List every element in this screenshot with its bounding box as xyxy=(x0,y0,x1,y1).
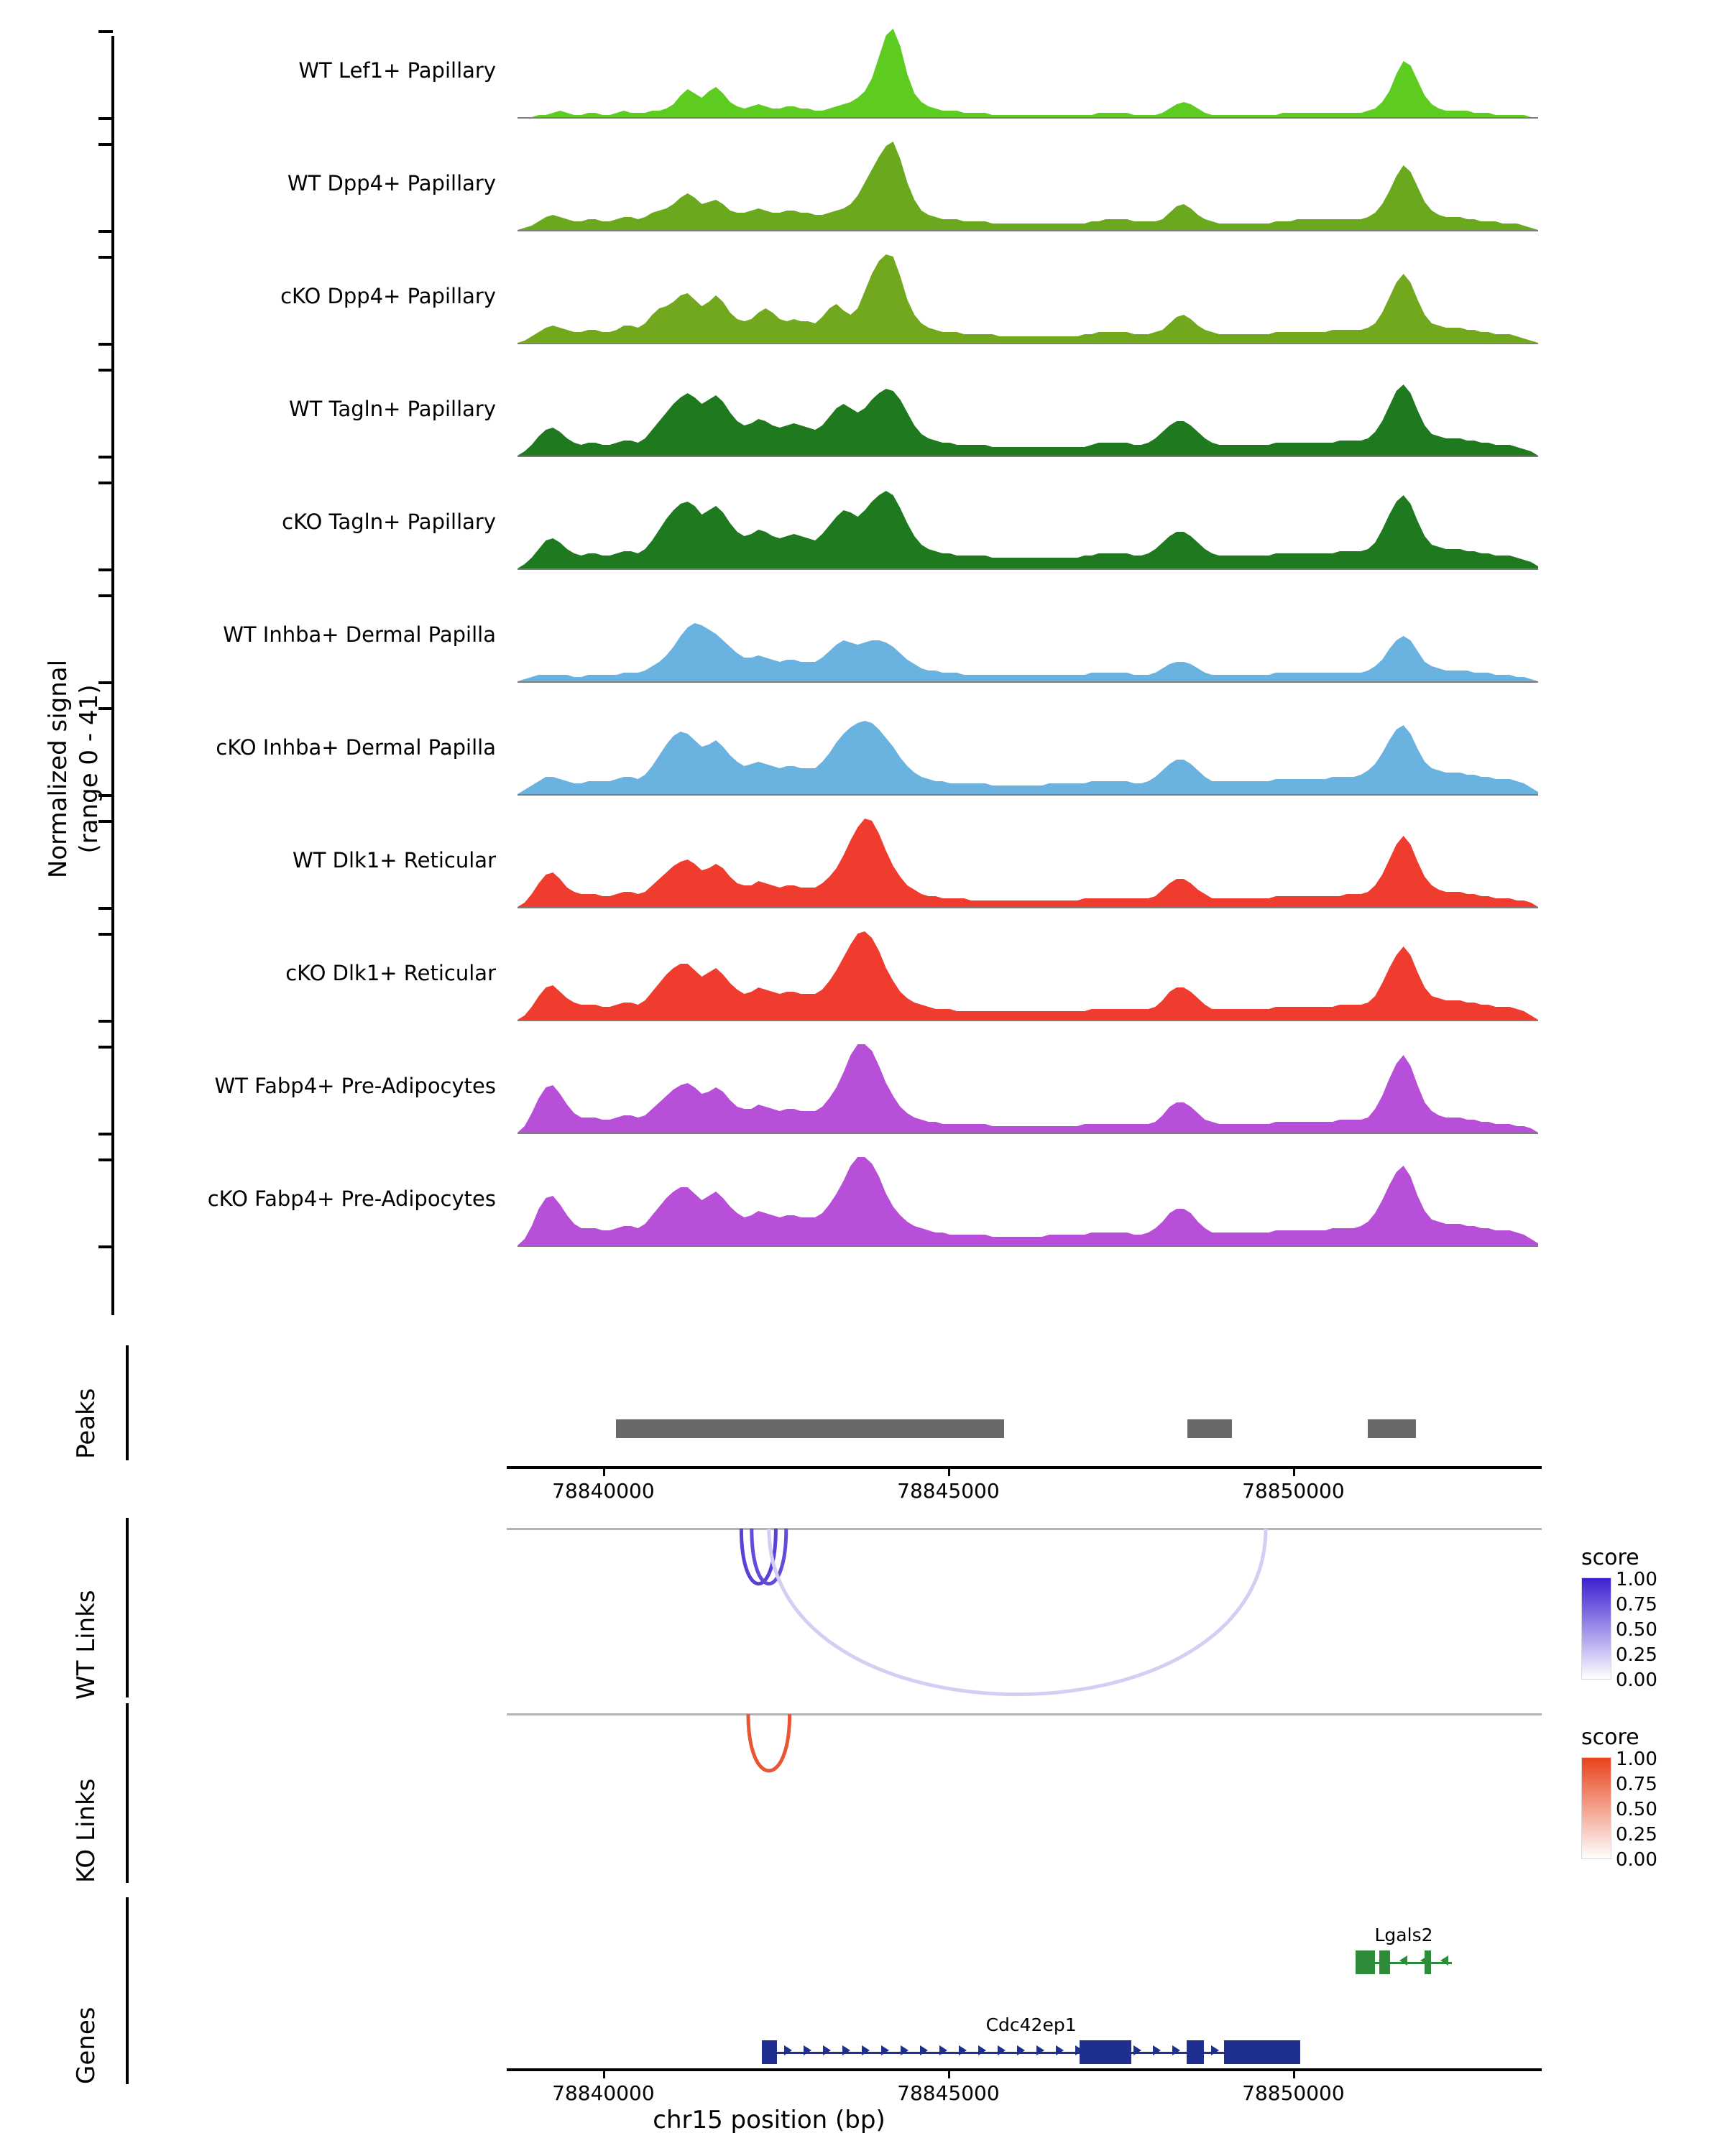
track-label: WT Inhba+ Dermal Papilla xyxy=(223,622,496,647)
track-baseline xyxy=(518,794,1538,796)
track-baseline xyxy=(518,1245,1538,1247)
x-axis-ticks-upper xyxy=(0,1466,1725,1509)
x-axis-tick xyxy=(1293,2068,1295,2078)
x-axis-ticks-lower xyxy=(0,2068,1725,2111)
legend-tick-label: 0.00 xyxy=(1616,1669,1657,1691)
peaks-section-label: Peaks xyxy=(72,1388,101,1459)
y-axis-tick xyxy=(98,1158,113,1161)
peak-block xyxy=(616,1419,1004,1438)
track-baseline xyxy=(518,681,1538,683)
x-axis-tick-label: 78850000 xyxy=(1242,1479,1345,1503)
gene-exon xyxy=(1187,2040,1204,2064)
x-axis-tick-label: 78845000 xyxy=(897,2081,1000,2105)
wt-links-axis-line xyxy=(126,1518,129,1697)
coverage-area xyxy=(518,142,1538,230)
ko-links-section-label: KO Links xyxy=(72,1778,101,1883)
x-axis-tick xyxy=(603,2068,605,2078)
peak-block xyxy=(1368,1419,1415,1438)
track-label: cKO Tagln+ Papillary xyxy=(282,509,496,534)
gene-exon xyxy=(1356,1950,1375,1974)
legend-tick-label: 0.25 xyxy=(1616,1644,1657,1666)
gene-strand-arrow-icon xyxy=(823,2045,831,2055)
gene-strand-arrow-icon xyxy=(1172,2045,1180,2055)
coverage-track xyxy=(518,1044,1538,1134)
legend-tick-label: 0.75 xyxy=(1616,1774,1657,1795)
x-axis-tick-label: 78840000 xyxy=(552,2081,655,2105)
track-baseline xyxy=(518,343,1538,344)
gene-strand-arrow-icon xyxy=(1056,2045,1064,2055)
gene-strand-arrow-icon xyxy=(939,2045,947,2055)
links-arcs xyxy=(507,1703,1542,1883)
coverage-axis-line xyxy=(111,36,114,1315)
ko-links-legend-gradient xyxy=(1581,1757,1611,1859)
y-axis-tick xyxy=(98,30,113,33)
x-axis-tick-label: 78840000 xyxy=(552,1479,655,1503)
wt-links-legend-title: score xyxy=(1581,1545,1639,1570)
coverage-area xyxy=(518,1157,1538,1245)
genes-section-label: Genes xyxy=(72,2007,101,2084)
wt-links-section-label: WT Links xyxy=(72,1590,101,1700)
coverage-track xyxy=(518,142,1538,231)
gene-strand-arrow-icon xyxy=(1440,1955,1448,1966)
gene-strand-arrow-icon xyxy=(1153,2045,1161,2055)
legend-tick-label: 0.25 xyxy=(1616,1824,1657,1846)
gene-strand-arrow-icon xyxy=(1133,2045,1141,2055)
y-axis-tick xyxy=(98,343,113,346)
coverage-area xyxy=(518,480,1538,568)
ko-links-panel xyxy=(507,1703,1542,1883)
x-axis-tick-label: 78850000 xyxy=(1242,2081,1345,2105)
x-axis-tick xyxy=(603,1466,605,1476)
coverage-track xyxy=(518,706,1538,796)
track-label: cKO Dpp4+ Papillary xyxy=(280,283,496,308)
x-axis-tick xyxy=(1293,1466,1295,1476)
coverage-area xyxy=(518,1044,1538,1133)
gene-strand-arrow-icon xyxy=(804,2045,811,2055)
gene-strand-arrow-icon xyxy=(901,2045,908,2055)
legend-tick-label: 1.00 xyxy=(1616,1569,1657,1590)
x-axis-tick xyxy=(948,1466,950,1476)
gene-strand-arrow-icon xyxy=(978,2045,986,2055)
track-baseline xyxy=(518,1133,1538,1134)
gene-strand-arrow-icon xyxy=(1399,1955,1407,1966)
gene-strand-arrow-icon xyxy=(959,2045,967,2055)
y-axis-tick xyxy=(98,369,113,372)
coverage-area xyxy=(518,29,1538,117)
gene-strand-arrow-icon xyxy=(998,2045,1006,2055)
y-axis-tick xyxy=(98,256,113,259)
gene-strand-arrow-icon xyxy=(862,2045,870,2055)
peak-block xyxy=(1187,1419,1232,1438)
peaks-panel xyxy=(518,1351,1538,1459)
wt-links-panel xyxy=(507,1518,1542,1697)
track-baseline xyxy=(518,1020,1538,1021)
gene-strand-arrow-icon xyxy=(881,2045,889,2055)
y-axis-title-line1: Normalized signal xyxy=(44,659,73,879)
gene-strand-arrow-icon xyxy=(920,2045,928,2055)
gene-strand-arrow-icon xyxy=(842,2045,850,2055)
track-label: WT Tagln+ Papillary xyxy=(288,396,496,421)
track-label: WT Dpp4+ Papillary xyxy=(287,170,496,195)
y-axis-title-line2: (range 0 - 41) xyxy=(74,684,104,854)
coverage-track xyxy=(518,819,1538,908)
legend-tick-label: 0.50 xyxy=(1616,1619,1657,1641)
gene-strand-arrow-icon xyxy=(1211,2045,1219,2055)
coverage-area xyxy=(518,254,1538,343)
coverage-area xyxy=(518,819,1538,907)
coverage-track xyxy=(518,29,1538,119)
y-axis-tick xyxy=(98,117,113,120)
ko-links-legend xyxy=(1581,1725,1718,1871)
link-arc xyxy=(748,1714,790,1771)
x-axis-tick xyxy=(948,2068,950,2078)
gene-exon xyxy=(1379,1950,1389,1974)
gene-strand-arrow-icon xyxy=(1036,2045,1044,2055)
gene-label: Lgals2 xyxy=(1374,1925,1433,1945)
link-arc xyxy=(769,1529,1266,1695)
gene-exon xyxy=(1425,1950,1432,1974)
gene-exon xyxy=(1224,2040,1300,2064)
coverage-track xyxy=(518,931,1538,1021)
y-axis-tick xyxy=(98,1245,113,1248)
coverage-area xyxy=(518,593,1538,681)
track-label: WT Lef1+ Papillary xyxy=(298,57,496,83)
track-label: cKO Inhba+ Dermal Papilla xyxy=(216,734,496,760)
track-label: WT Fabp4+ Pre-Adipocytes xyxy=(214,1073,496,1098)
genes-panel xyxy=(507,1897,1542,2084)
track-label: cKO Dlk1+ Reticular xyxy=(285,960,496,985)
legend-tick-label: 1.00 xyxy=(1616,1749,1657,1770)
track-label: cKO Fabp4+ Pre-Adipocytes xyxy=(207,1186,496,1211)
track-baseline xyxy=(518,568,1538,570)
y-axis-title xyxy=(43,446,104,1092)
y-axis-tick xyxy=(98,1133,113,1135)
legend-tick-label: 0.50 xyxy=(1616,1799,1657,1820)
peaks-axis-line xyxy=(126,1345,129,1460)
coverage-track xyxy=(518,480,1538,570)
coverage-track xyxy=(518,254,1538,344)
coverage-area xyxy=(518,367,1538,456)
coverage-track xyxy=(518,1157,1538,1247)
legend-tick-label: 0.75 xyxy=(1616,1594,1657,1616)
track-baseline xyxy=(518,456,1538,457)
coverage-area xyxy=(518,931,1538,1020)
wt-links-legend-gradient xyxy=(1581,1577,1611,1680)
x-axis-tick-label: 78845000 xyxy=(897,1479,1000,1503)
gene-strand-arrow-icon xyxy=(1017,2045,1025,2055)
legend-tick-label: 0.00 xyxy=(1616,1849,1657,1871)
gene-label: Cdc42ep1 xyxy=(985,2014,1077,2035)
gene-exon xyxy=(1080,2040,1131,2064)
coverage-track xyxy=(518,593,1538,683)
coverage-area xyxy=(518,706,1538,794)
links-arcs xyxy=(507,1518,1542,1697)
track-baseline xyxy=(518,230,1538,231)
genes-axis-line xyxy=(126,1897,129,2084)
ko-links-legend-title: score xyxy=(1581,1725,1639,1750)
wt-links-legend xyxy=(1581,1545,1718,1691)
track-baseline xyxy=(518,117,1538,119)
track-baseline xyxy=(518,907,1538,908)
y-axis-tick xyxy=(98,230,113,233)
gene-exon xyxy=(762,2040,777,2064)
x-axis-title: chr15 position (bp) xyxy=(653,2106,886,2134)
coverage-track xyxy=(518,367,1538,457)
ko-links-axis-line xyxy=(126,1703,129,1883)
y-axis-tick xyxy=(98,143,113,146)
gene-strand-arrow-icon xyxy=(784,2045,792,2055)
track-label: WT Dlk1+ Reticular xyxy=(293,847,496,872)
